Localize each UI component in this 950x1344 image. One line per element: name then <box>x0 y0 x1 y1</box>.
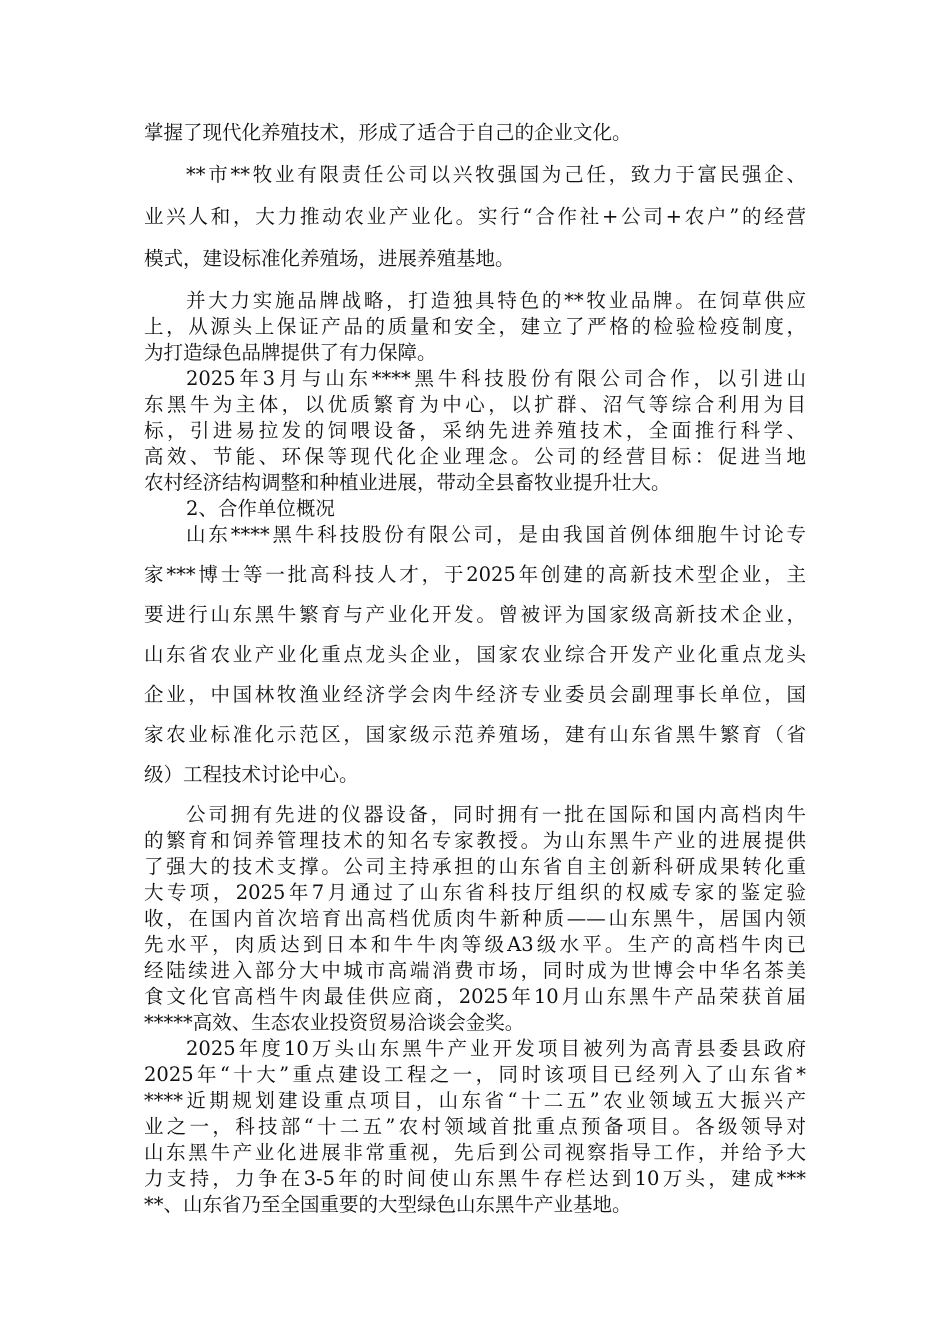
text-line: 山东黑牛产业化进展非常重视，先后到公司视察指导工作，并给予大 <box>144 1142 806 1164</box>
text-line: 农村经济结构调整和种植业进展，带动全县畜牧业提升壮大。 <box>144 472 671 494</box>
text-line: 山东****黑牛科技股份有限公司，是由我国首例体细胞牛讨论专 <box>186 524 806 546</box>
text-line: 了强大的技术支撑。公司主持承担的山东省自主创新科研成果转化重 <box>144 856 806 878</box>
text-line: 要进行山东黑牛繁育与产业化开发。曾被评为国家级高新技术企业， <box>144 604 806 626</box>
text-line: **市**牧业有限责任公司以兴牧强国为己任，致力于富民强企、 <box>186 164 806 186</box>
text-line: 力支持，力争在3-5年的时间使山东黑牛存栏达到10万头，建成*** <box>144 1168 806 1190</box>
text-line: 经陆续进入部分大中城市高端消费市场，同时成为世博会中华名茶美 <box>144 960 806 982</box>
text-line: 高效、节能、环保等现代化企业理念。公司的经营目标：促进当地 <box>144 446 806 468</box>
text-line: 山东省农业产业化重点龙头企业，国家农业综合开发产业化重点龙头 <box>144 644 806 666</box>
text-line: 大专项，2025年7月通过了山东省科技厅组织的权威专家的鉴定验 <box>144 882 806 904</box>
text-line: 企业，中国林牧渔业经济学会肉牛经济专业委员会副理事长单位，国 <box>144 684 806 706</box>
text-line: 业之一，科技部“十二五”农村领域首批重点预备项目。各级领导对 <box>144 1116 806 1138</box>
text-line: 2025年3月与山东****黑牛科技股份有限公司合作，以引进山 <box>186 368 806 390</box>
text-line: 模式，建设标准化养殖场，进展养殖基地。 <box>144 248 515 270</box>
section-heading: 2、合作单位概况 <box>186 498 335 520</box>
text-line: 的繁育和饲养管理技术的知名专家教授。为山东黑牛产业的进展提供 <box>144 830 806 852</box>
text-line: **、山东省乃至全国重要的大型绿色山东黑牛产业基地。 <box>144 1194 632 1216</box>
text-line: 家农业标准化示范区，国家级示范养殖场，建有山东省黑牛繁育（省 <box>144 724 806 746</box>
text-line: 先水平，肉质达到日本和牛牛肉等级A3级水平。生产的高档牛肉已 <box>144 934 806 956</box>
text-line: 业兴人和，大力推动农业产业化。实行“合作社+公司+农户”的经营 <box>144 206 806 228</box>
text-line: *****高效、生态农业投资贸易洽谈会金奖。 <box>144 1012 525 1034</box>
text-line: ****近期规划建设重点项目，山东省“十二五”农业领域五大振兴产 <box>144 1090 806 1112</box>
text-line: 收，在国内首次培育出高档优质肉牛新种质——山东黑牛，居国内领 <box>144 908 806 930</box>
text-line: 级）工程技术讨论中心。 <box>144 764 359 786</box>
text-line: 食文化官高档牛肉最佳供应商，2025年10月山东黑牛产品荣获首届 <box>144 986 806 1008</box>
text-line: 掌握了现代化养殖技术，形成了适合于自己的企业文化。 <box>144 122 632 144</box>
text-line: 家***博士等一批高科技人才，于2025年创建的高新技术型企业，主 <box>144 564 806 586</box>
text-line: 并大力实施品牌战略，打造独具特色的**牧业品牌。在饲草供应 <box>186 290 806 312</box>
text-line: 为打造绿色品牌提供了有力保障。 <box>144 342 437 364</box>
text-line: 标，引进易拉发的饲喂设备，采纳先进养殖技术，全面推行科学、 <box>144 420 806 442</box>
text-line: 上，从源头上保证产品的质量和安全，建立了严格的检验检疫制度， <box>144 316 806 338</box>
text-line: 2025年度10万头山东黑牛产业开发项目被列为高青县委县政府 <box>186 1038 806 1060</box>
text-line: 东黑牛为主体，以优质繁育为中心，以扩群、沼气等综合利用为目 <box>144 394 806 416</box>
text-line: 2025年“十大”重点建设工程之一，同时该项目已经列入了山东省* <box>144 1064 806 1086</box>
text-line: 公司拥有先进的仪器设备，同时拥有一批在国际和国内高档肉牛 <box>186 804 806 826</box>
